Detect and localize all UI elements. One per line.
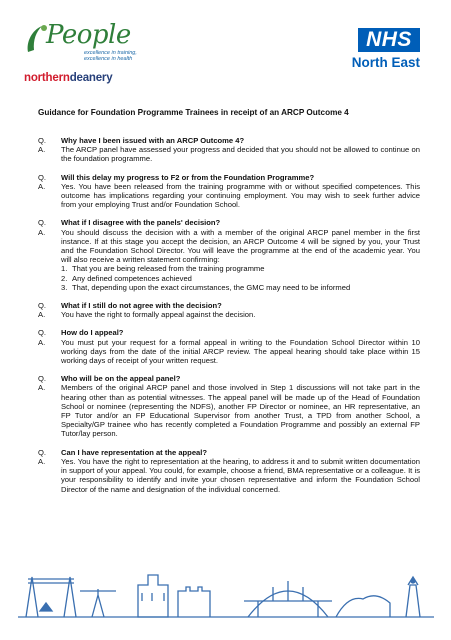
qa-item <box>38 374 420 438</box>
northern-deanery-logo <box>24 72 112 84</box>
question-text: Will this delay my progress to F2 or from the Foundation Programme? <box>61 172 315 182</box>
list-item <box>61 274 420 283</box>
answer-row <box>38 457 420 494</box>
confirmation-list <box>61 264 420 292</box>
question-label: Q. <box>38 374 47 384</box>
answer-row <box>38 228 420 292</box>
question-label: Q. <box>38 136 47 145</box>
answer-text: You have the right to formally appeal against the decision. <box>61 310 256 320</box>
people-logo <box>24 20 144 66</box>
people-tagline-line2: excellence in health <box>84 56 133 62</box>
answer-text: The ARCP panel have assessed your progress and decided that you should not be allowed to continue on the foundation programme. <box>61 145 420 164</box>
people-tagline-line1: excellence in training, <box>84 50 137 56</box>
question-row <box>38 136 420 145</box>
answer-row <box>38 182 420 210</box>
list-item <box>61 283 420 292</box>
answer-label: A. <box>38 383 46 393</box>
question-text: Who will be on the appeal panel? <box>61 374 181 384</box>
answer-row <box>38 145 420 163</box>
deanery-part1: northern <box>24 72 70 84</box>
answer-row <box>38 310 420 319</box>
question-row <box>38 173 420 182</box>
answer-text: You must put your request for a formal appeal in writing to the Foundation School Director within 10 working days from the date of the initial ARCP review. The appeal hearing should take place within 15 working days of receipt of your written request. <box>61 337 420 366</box>
list-text: That you are being released from the training programme <box>72 264 265 274</box>
question-text: Can I have representation at the appeal? <box>61 447 208 457</box>
people-wordmark: People <box>46 20 131 50</box>
qa-item <box>38 448 420 494</box>
question-row <box>38 448 420 457</box>
question-row <box>38 218 420 227</box>
answer-text: Members of the original ARCP panel and those involved in Step 1 discussions will not take part in the hearing other than as potential witnesses. The appeal panel will be made up of the Head of Foundation School or nominee (representing the NDFS), another FP Director or nominee, an HR representative, an FP Tutor and/or an FP Educational Supervisor from another Trust, a TPD from another School, a Specialty/GP trainee who has recently completed a Foundation Programme and possibly an external FP Tutor/lay person. <box>61 383 420 439</box>
answer-row <box>38 383 420 438</box>
question-row <box>38 374 420 383</box>
qa-item <box>38 218 420 292</box>
qa-item <box>38 136 420 164</box>
qa-item <box>38 173 420 210</box>
question-label: Q. <box>38 447 47 457</box>
answer-body <box>61 228 420 292</box>
question-label: Q. <box>38 218 47 228</box>
question-row <box>38 301 420 310</box>
question-row <box>38 328 420 337</box>
nhs-region-name: North East <box>351 55 420 70</box>
question-text: Why have I been issued with an ARCP Outcome 4? <box>61 136 245 145</box>
list-number: 2. <box>61 273 68 283</box>
answer-text: Yes. You have been released from the training programme with or without specified competences. This outcome has implications regarding your continuing employment. You may wish to seek further advice from your employing Trust and/or Foundation School. <box>61 181 420 210</box>
question-text: How do I appeal? <box>61 328 124 338</box>
qa-item <box>38 301 420 319</box>
document-title: Guidance for Foundation Programme Trainees in receipt of an ARCP Outcome 4 <box>38 108 349 117</box>
answer-text: Yes. You have the right to representation at the hearing, to address it and to submit written documentation in support of your appeal. You could, for example, choose a friend, BMA representative or a colleague. It is your responsibility to identify and invite your chosen representative and inform the Foundation School Director of the name and designation of the individual concerned. <box>61 456 420 494</box>
answer-label: A. <box>38 145 46 155</box>
north-east-skyline-icon <box>18 555 434 625</box>
list-number: 1. <box>61 264 68 274</box>
answer-label: A. <box>38 337 46 347</box>
nhs-logo: NHS <box>358 28 420 52</box>
answer-label: A. <box>38 310 46 320</box>
answer-row <box>38 338 420 366</box>
answer-label: A. <box>38 227 46 237</box>
question-text: What if I disagree with the panels' decision? <box>61 218 221 228</box>
question-label: Q. <box>38 301 47 311</box>
answer-label: A. <box>38 181 46 191</box>
list-text: Any defined competences achieved <box>72 273 192 283</box>
qa-list <box>38 136 420 503</box>
question-label: Q. <box>38 172 47 182</box>
answer-text: You should discuss the decision with a with a member of the original ARCP panel member in the first instance. If at this stage you accept the decision, an ARCP Outcome 4 will be signed by you, your Trust and the Foundation School Director. You will leave the programme at the end of the academic year. You will also receive a written statement confirming: <box>61 227 420 265</box>
answer-label: A. <box>38 456 46 466</box>
question-label: Q. <box>38 328 47 338</box>
list-text: That, depending upon the exact circumstances, the GMC may need to be informed <box>72 282 351 292</box>
qa-item <box>38 328 420 365</box>
deanery-part2: deanery <box>69 72 113 84</box>
people-tagline <box>84 50 137 62</box>
question-text: What if I still do not agree with the decision? <box>61 301 222 311</box>
list-number: 3. <box>61 282 68 292</box>
list-item <box>61 264 420 273</box>
